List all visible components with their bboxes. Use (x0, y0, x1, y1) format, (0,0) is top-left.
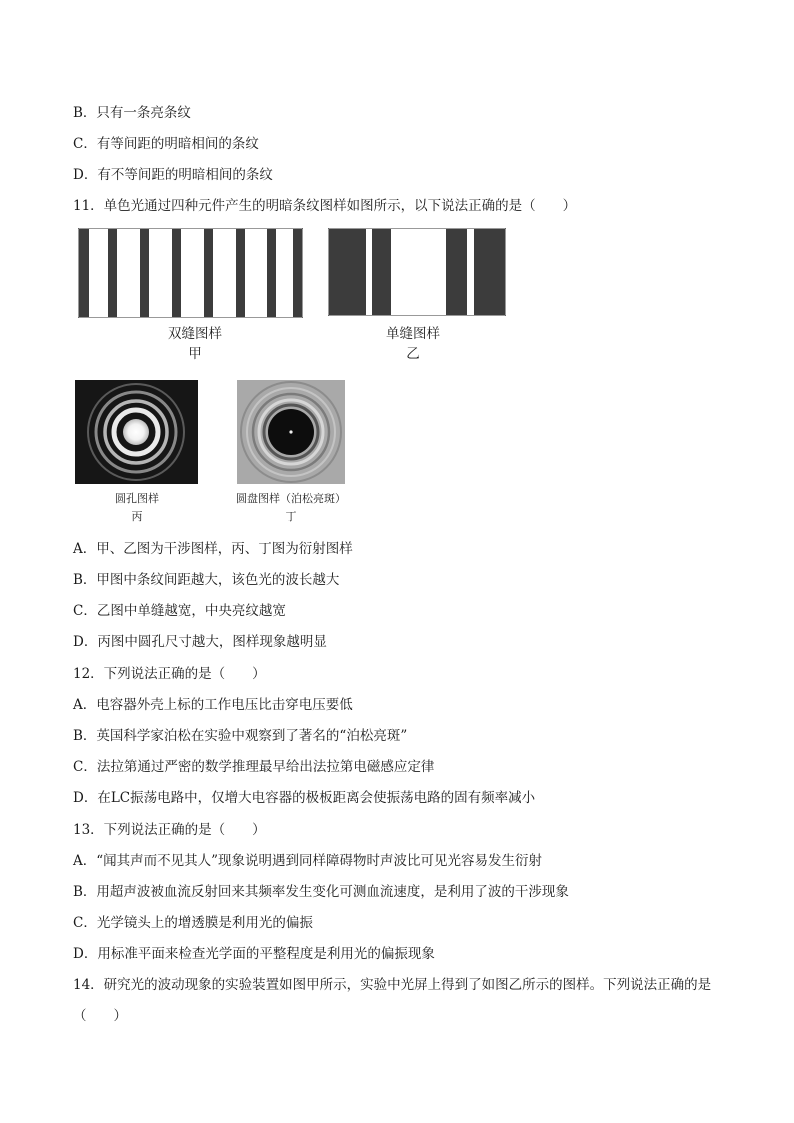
q14-stem: 14．研究光的波动现象的实验装置如图甲所示，实验中光屏上得到了如图乙所示的图样。下列说法正确的是（ ） (73, 977, 712, 1024)
q10-option-b: B．只有一条亮条纹 (73, 105, 191, 121)
figure-jia-label: 双缝图样 (168, 326, 222, 342)
double-slit-pattern-figure (78, 228, 303, 318)
q13-option-b: B．用超声波被血流反射回来其频率发生变化可测血流速度，是利用了波的干涉现象 (73, 884, 569, 900)
circular-aperture-pattern-figure (75, 380, 198, 484)
q13-option-d: D．用标准平面来检查光学面的平整程度是利用光的偏振现象 (73, 946, 435, 962)
figure-bing-tag: 丙 (131, 510, 143, 523)
q12-option-d: D．在LC振荡电路中，仅增大电容器的极板距离会使振荡电路的固有频率减小 (73, 790, 536, 806)
q11-option-b: B．甲图中条纹间距越大，该色光的波长越大 (73, 572, 340, 588)
q10-option-d: D．有不等间距的明暗相间的条纹 (73, 167, 273, 183)
q11-option-d: D．丙图中圆孔尺寸越大，图样现象越明显 (73, 634, 327, 650)
q12-option-a: A．电容器外壳上标的工作电压比击穿电压要低 (73, 697, 353, 713)
q11-stem: 11．单色光通过四种元件产生的明暗条纹图样如图所示，以下说法正确的是（ ） (73, 198, 577, 214)
q13-option-a: A．“闻其声而不见其人”现象说明遇到同样障碍物时声波比可见光容易发生衍射 (73, 853, 543, 869)
q13-stem: 13．下列说法正确的是（ ） (73, 822, 266, 838)
figure-jia-tag: 甲 (188, 346, 202, 362)
q11-option-c: C．乙图中单缝越宽，中央亮纹越宽 (73, 603, 286, 619)
q13-option-c: C．光学镜头上的增透膜是利用光的偏振 (73, 915, 313, 931)
q10-option-c: C．有等间距的明暗相间的条纹 (73, 136, 259, 152)
q12-option-b: B．英国科学家泊松在实验中观察到了著名的“泊松亮斑” (73, 728, 408, 744)
single-slit-pattern-figure (328, 228, 506, 316)
figure-yi-label: 单缝图样 (386, 326, 440, 342)
figure-ding-label: 圆盘图样（泊松亮斑） (236, 492, 346, 505)
q12-option-c: C．法拉第通过严密的数学推理最早给出法拉第电磁感应定律 (73, 759, 435, 775)
figure-yi-tag: 乙 (406, 346, 420, 362)
q11-option-a: A．甲、乙图为干涉图样，丙、丁图为衍射图样 (73, 541, 353, 557)
figure-bing-label: 圆孔图样 (115, 492, 159, 505)
poisson-spot-pattern-figure (237, 380, 345, 484)
q12-stem: 12．下列说法正确的是（ ） (73, 666, 266, 682)
figure-ding-tag: 丁 (285, 510, 297, 523)
